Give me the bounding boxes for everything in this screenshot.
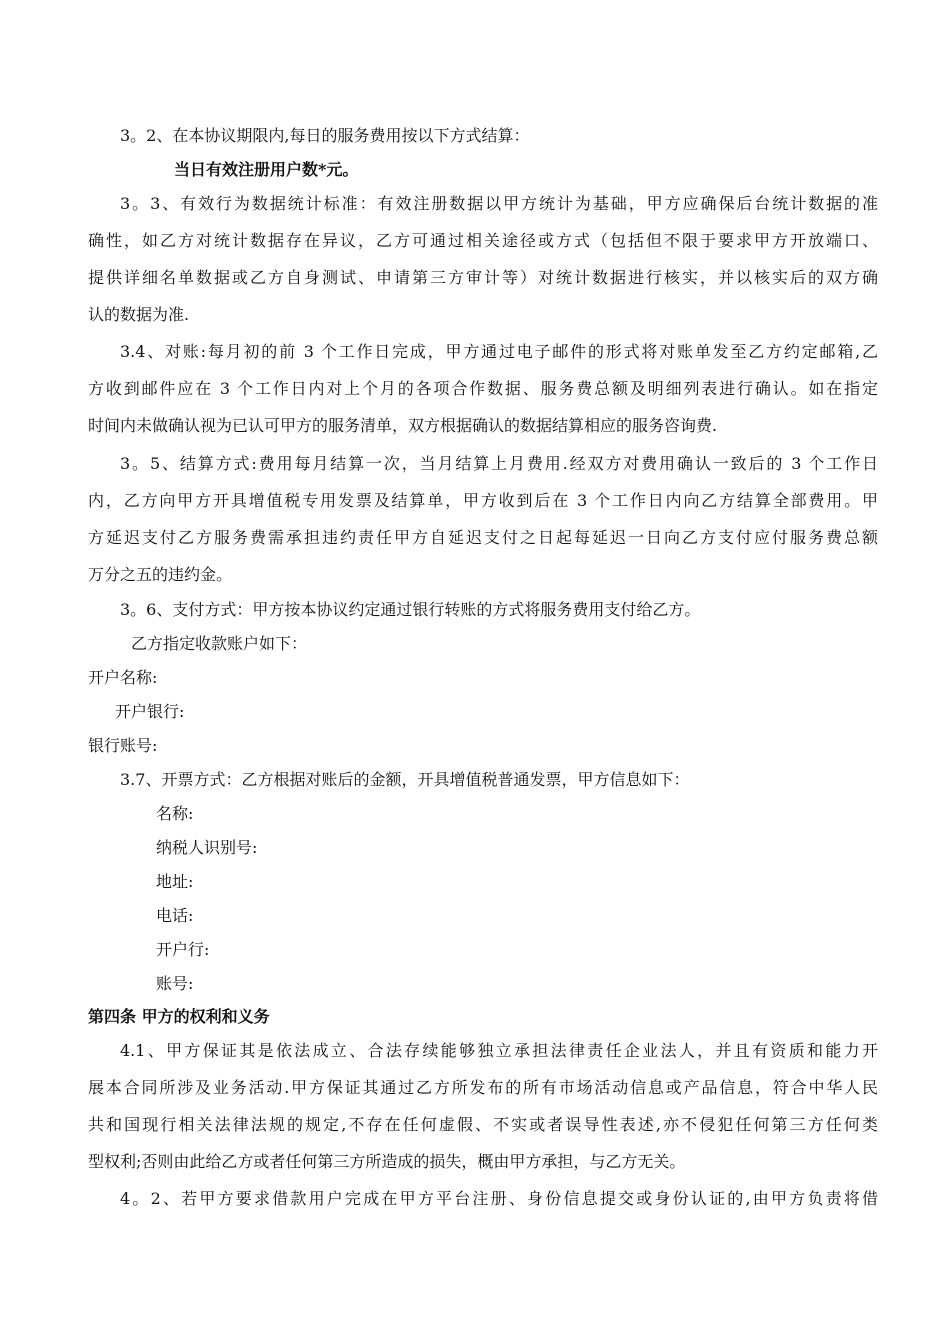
clause-4-1-line-1: 4.1、甲方保证其是依法成立、合法存续能够独立承担法律责任企业法人，并且有资质和能力开 — [120, 1041, 878, 1060]
clause-4-1-line-2: 展本合同所涉及业务活动.甲方保证其通过乙方所发布的所有市场活动信息或产品信息，符合中华人民 — [88, 1078, 878, 1097]
clause-3-2: 3。2、在本协议期限内,每日的服务费用按以下方式结算： — [120, 126, 530, 145]
clause-3-7: 3.7、开票方式：乙方根据对账后的金额，开具增值税普通发票，甲方信息如下： — [120, 770, 690, 789]
clause-4-1-line-3: 共和国现行相关法律法规的规定,不存在任何虚假、不实或者误导性表述,亦不侵犯任何第三方任何类 — [88, 1115, 878, 1134]
clause-3-5-line-2: 内，乙方向甲方开具增值税专用发票及结算单，甲方收到后在 3 个工作日内向乙方结算全部费用。甲 — [88, 491, 878, 510]
invoice-taxid-label: 纳税人识别号: — [156, 838, 258, 857]
clause-3-3-line-4: 认的数据为准. — [88, 305, 190, 324]
clause-3-3-line-3: 提供详细名单数据或乙方自身测试、申请第三方审计等）对统计数据进行核实，并以核实后的双方确 — [88, 268, 878, 287]
invoice-name-label: 名称: — [156, 804, 194, 823]
clause-3-3-line-2: 确性，如乙方对统计数据存在异议，乙方可通过相关途径或方式（包括但不限于要求甲方开放端口、 — [88, 231, 878, 250]
clause-3-5-line-4: 万分之五的违约金。 — [88, 565, 233, 584]
fee-formula: 当日有效注册用户数*元。 — [174, 160, 359, 179]
clause-3-5-line-1: 3。5、结算方式:费用每月结算一次，当月结算上月费用.经双方对费用确认一致后的 3 个工作日 — [120, 454, 878, 473]
clause-3-6: 3。6、支付方式：甲方按本协议约定通过银行转账的方式将服务费用支付给乙方。 — [120, 600, 701, 619]
account-intro: 乙方指定收款账户如下： — [131, 634, 308, 653]
invoice-bank-label: 开户行: — [156, 940, 210, 959]
clause-3-5-line-3: 方延迟支付乙方服务费需承担违约责任甲方自延迟支付之日起每延迟一日向乙方支付应付服务费总额 — [88, 528, 878, 547]
invoice-phone-label: 电话: — [156, 906, 194, 925]
account-name-label: 开户名称: — [88, 668, 158, 687]
clause-3-3-line-1: 3。3、有效行为数据统计标准：有效注册数据以甲方统计为基础，甲方应确保后台统计数据的准 — [120, 194, 878, 213]
invoice-address-label: 地址: — [156, 872, 194, 891]
clause-3-4-line-2: 方收到邮件应在 3 个工作日内对上个月的各项合作数据、服务费总额及明细列表进行确认。如在指定 — [88, 379, 878, 398]
account-bank-label: 开户银行: — [115, 702, 185, 721]
invoice-account-label: 账号: — [156, 974, 194, 993]
clause-4-2-line-1: 4。2、若甲方要求借款用户完成在甲方平台注册、身份信息提交或身份认证的,由甲方负责将借 — [120, 1189, 878, 1208]
account-number-label: 银行账号: — [88, 736, 158, 755]
clause-4-1-line-4: 型权利;否则由此给乙方或者任何第三方所造成的损失，概由甲方承担，与乙方无关。 — [88, 1152, 686, 1171]
section-4-heading: 第四条 甲方的权利和义务 — [88, 1007, 270, 1026]
clause-3-4-line-3: 时间内未做确认视为已认可甲方的服务清单，双方根据确认的数据结算相应的服务咨询费. — [88, 416, 718, 435]
clause-3-4-line-1: 3.4、对账:每月初的前 3 个工作日完成，甲方通过电子邮件的形式将对账单发至乙方约定邮箱,乙 — [120, 342, 878, 361]
